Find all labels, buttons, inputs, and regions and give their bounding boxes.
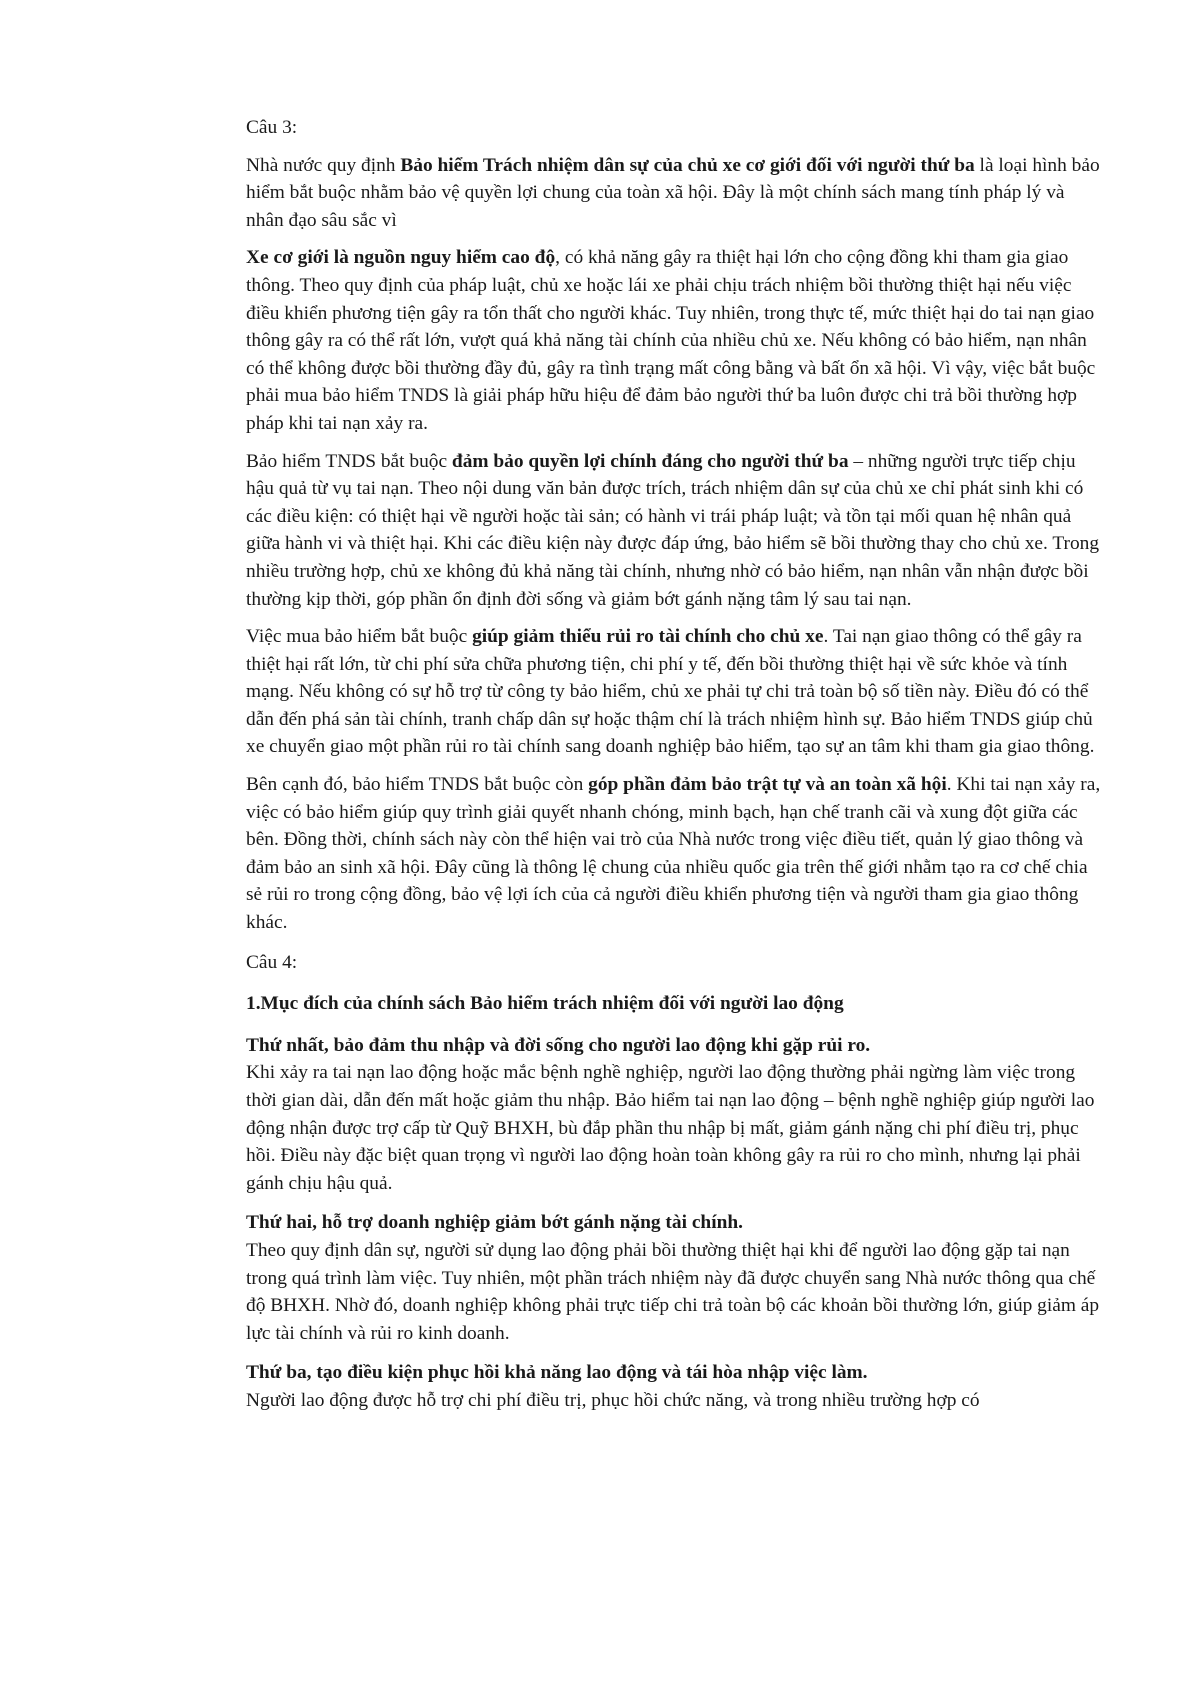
- subsection-recovery: [246, 1359, 1106, 1414]
- document-body: [246, 114, 1106, 1427]
- subsection-recovery-body: Người lao động được hỗ trợ chi phí điều trị, phục hồi chức năng, và trong nhiều trường hợp có: [246, 1389, 980, 1411]
- paragraph-intro-lead: Nhà nước quy định: [246, 154, 401, 176]
- paragraph-social-order: [246, 771, 1106, 937]
- paragraph-social-order-bold: góp phần đảm bảo trật tự và an toàn xã hội: [588, 774, 947, 796]
- subsection-business-title: Thứ hai, hỗ trợ doanh nghiệp giảm bớt gánh nặng tài chính.: [246, 1212, 744, 1234]
- paragraph-social-order-rest: . Khi tai nạn xảy ra, việc có bảo hiểm giúp quy trình giải quyết nhanh chóng, minh bạch, hạn chế tranh cãi và xung đột giữa các bên. Đồng thời, chính sách này còn thể hiện vai trò của Nhà nước trong việc điều tiết, quản lý giao thông và đảm bảo an sinh xã hội. Đây cũng là thông lệ chung của nhiều quốc gia trên thế giới nhằm tạo ra cơ chế chia sẻ rủi ro trong cộng đồng, bảo vệ lợi ích của cả người điều khiển phương tiện và người tham gia giao thông khác.: [246, 774, 1101, 934]
- paragraph-danger: [246, 244, 1106, 437]
- paragraph-intro-bold: Bảo hiểm Trách nhiệm dân sự của chủ xe cơ giới đối với người thứ ba: [400, 154, 975, 176]
- paragraph-financial-risk-lead: Việc mua bảo hiểm bắt buộc: [246, 626, 473, 648]
- subsection-business-body: Theo quy định dân sự, người sử dụng lao động phải bồi thường thiệt hại khi để người lao động gặp tai nạn trong quá trình làm việc. Tuy nhiên, một phần trách nhiệm này đã được chuyển sang Nhà nước thông qua chế độ BHXH. Nhờ đó, doanh nghiệp không phải trực tiếp chi trả toàn bộ các khoản bồi thường lớn, giúp giảm áp lực tài chính và rủi ro kinh doanh.: [246, 1239, 1100, 1344]
- paragraph-financial-risk-rest: . Tai nạn giao thông có thể gây ra thiệt hại rất lớn, từ chi phí sửa chữa phương tiện, chi phí y tế, đến bồi thường thiệt hại về sức khỏe và tính mạng. Nếu không có sự hỗ trợ từ công ty bảo hiểm, chủ xe phải tự chi trả toàn bộ số tiền này. Điều đó có thể dẫn đến phá sản tài chính, tranh chấp dân sự hoặc thậm chí là trách nhiệm hình sự. Bảo hiểm TNDS giúp chủ xe chuyển giao một phần rủi ro tài chính sang doanh nghiệp bảo hiểm, tạo sự an tâm khi tham gia giao thông.: [246, 626, 1095, 758]
- subsection-income-title: Thứ nhất, bảo đảm thu nhập và đời sống cho người lao động khi gặp rủi ro.: [246, 1034, 871, 1056]
- subsection-income-body: Khi xảy ra tai nạn lao động hoặc mắc bệnh nghề nghiệp, người lao động thường phải ngừng làm việc trong thời gian dài, dẫn đến mất hoặc giảm thu nhập. Bảo hiểm tai nạn lao động – bệnh nghề nghiệp giúp người lao động nhận được trợ cấp từ Quỹ BHXH, bù đắp phần thu nhập bị mất, giảm gánh nặng chi phí điều trị, phục hồi. Điều này đặc biệt quan trọng vì người lao động hoàn toàn không gây ra rủi ro cho mình, nhưng lại phải gánh chịu hậu quả.: [246, 1062, 1095, 1194]
- paragraph-danger-bold: Xe cơ giới là nguồn nguy hiểm cao độ: [246, 247, 556, 269]
- subsection-business: [246, 1209, 1106, 1347]
- question-3-label: Câu 3:: [246, 117, 298, 138]
- paragraph-financial-risk-bold: giúp giảm thiểu rủi ro tài chính cho chủ xe: [472, 626, 824, 648]
- paragraph-third-party: [246, 448, 1106, 614]
- paragraph-intro-rest: là loại hình bảo hiểm bắt buộc nhằm bảo vệ quyền lợi chung của toàn xã hội. Đây là một chính sách mang tính pháp lý và nhân đạo sâu sắc vì: [246, 154, 1100, 231]
- paragraph-third-party-lead: Bảo hiểm TNDS bắt buộc: [246, 450, 452, 472]
- paragraph-danger-rest: , có khả năng gây ra thiệt hại lớn cho cộng đồng khi tham gia giao thông. Theo quy định của pháp luật, chủ xe hoặc lái xe phải chịu trách nhiệm bồi thường thiệt hại nếu việc điều khiển phương tiện gây ra tổn thất cho người khác. Tuy nhiên, trong thực tế, mức thiệt hại do tai nạn giao thông gây ra có thể rất lớn, vượt quá khả năng tài chính của nhiều chủ xe. Nếu không có bảo hiểm, nạn nhân có thể không được bồi thường đầy đủ, gây ra tình trạng mất công bằng và bất ổn xã hội. Vì vậy, việc bắt buộc phải mua bảo hiểm TNDS là giải pháp hữu hiệu để đảm bảo người thứ ba luôn được chi trả bồi thường hợp pháp khi tai nạn xảy ra.: [246, 247, 1096, 434]
- paragraph-third-party-bold: đảm bảo quyền lợi chính đáng cho người thứ ba: [451, 450, 849, 472]
- paragraph-social-order-lead: Bên cạnh đó, bảo hiểm TNDS bắt buộc còn: [246, 774, 589, 796]
- paragraph-financial-risk: [246, 623, 1106, 761]
- question-4-label: Câu 4:: [246, 951, 298, 973]
- paragraph-third-party-rest: – những người trực tiếp chịu hậu quả từ vụ tai nạn. Theo nội dung văn bản được trích, trách nhiệm dân sự của chủ xe chỉ phát sinh khi có các điều kiện: có thiệt hại về người hoặc tài sản; có hành vi trái pháp luật; và tồn tại mối quan hệ nhân quả giữa hành vi và thiệt hại. Khi các điều kiện này được đáp ứng, bảo hiểm sẽ bồi thường thay cho chủ xe. Trong nhiều trường hợp, chủ xe không đủ khả năng tài chính, nhưng nhờ có bảo hiểm, nạn nhân vẫn nhận được bồi thường kịp thời, góp phần ổn định đời sống và giảm bớt gánh nặng tâm lý sau tai nạn.: [246, 450, 1100, 610]
- subsection-income: [246, 1032, 1106, 1198]
- paragraph-intro: [246, 152, 1106, 235]
- subsection-recovery-title: Thứ ba, tạo điều kiện phục hồi khả năng lao động và tái hòa nhập việc làm.: [246, 1362, 868, 1384]
- section-heading: 1.Mục đích của chính sách Bảo hiểm trách nhiệm đối với người lao động: [246, 993, 844, 1015]
